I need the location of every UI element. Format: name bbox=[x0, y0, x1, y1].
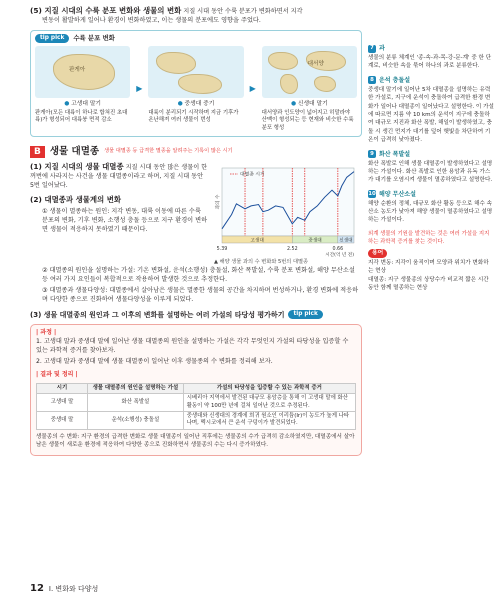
s5-text1: 지질 시대 동안 수륙 분포가 변화하면서 지각 bbox=[183, 8, 303, 15]
circle-icon: ● bbox=[64, 101, 70, 108]
map-label-pangaea: 판게아 bbox=[69, 67, 86, 74]
pick-title: 수륙 분포 변화 bbox=[73, 33, 115, 42]
term-header: 용어 bbox=[368, 249, 387, 258]
section-note: 생물 대멸종 등 급격한 멸종을 알려주는 기록이 많은 시기 bbox=[104, 148, 233, 155]
legend-label: 대멸종 시기 bbox=[240, 172, 265, 178]
col-evidence: 가설의 타당성을 입증할 수 있는 과학적 증거 bbox=[183, 384, 355, 394]
map-cenozoic bbox=[262, 46, 357, 98]
note-number-badge: 7 bbox=[368, 45, 376, 53]
continent-shape bbox=[314, 76, 336, 92]
stage-caption bbox=[262, 100, 357, 108]
continent-shape bbox=[268, 52, 298, 70]
side-note-family bbox=[368, 44, 494, 71]
map-paleozoic bbox=[35, 46, 130, 98]
marine-families-chart bbox=[214, 162, 362, 259]
section-header bbox=[30, 145, 362, 159]
side-red-note: 외계 생물의 기원을 발견하는 것은 여러 가설을 지지하는 과학적 증거를 찾는 것이다. bbox=[368, 230, 490, 245]
circle-icon: ● bbox=[290, 101, 296, 108]
side-note-meteor bbox=[368, 76, 494, 145]
mass-extinction-row bbox=[30, 162, 362, 267]
cell-hypothesis: 화산 폭발설 bbox=[88, 394, 184, 412]
x-tick-label: 0.66 bbox=[332, 247, 344, 253]
pick-header bbox=[35, 34, 357, 43]
cell-period: 고생대 말 bbox=[37, 394, 88, 412]
section-title: 생물 대멸종 bbox=[49, 146, 100, 158]
side-note-title: 과 bbox=[379, 45, 385, 52]
side-note-text: 화산 폭발로 인해 생물 대멸종이 발생하였다고 설명하는 가설이다. 화산 폭발로 인한 용암과 유독 가스가 대기를 오염시켜 생물이 멸종하였다고 설명한다. bbox=[368, 160, 493, 184]
tag-result: | 결과 및 정리 | bbox=[36, 371, 78, 379]
tag-text: 과정 bbox=[40, 328, 52, 336]
side-note-title: 해양 무산소설 bbox=[379, 190, 416, 198]
stage-desc: 대륙이 분리되기 시작하며 지금 기후가 온난해져 여러 생물이 번성 bbox=[148, 109, 239, 124]
laurasia-shape bbox=[156, 52, 196, 74]
stage-cenozoic bbox=[262, 46, 357, 132]
stage-desc: 판게아(모든 대륙이 하나로 합쳐진 초대륙)가 형성되어 대륙붕 면적 감소 bbox=[35, 109, 128, 124]
s5-text2: 변동이 활발하게 일어나 환경이 변화하였고, 이는 생물의 분포에도 영향을 주었다. bbox=[42, 16, 261, 24]
side-note-text: 해양 순환의 정체, 대규모 화산 활동 등으로 해수 속 산소 농도가 낮아져 해양 생물이 멸종하였다고 설명하는 가설이다. bbox=[368, 200, 493, 224]
cell-evidence: 중생대와 신생대의 경계에 희귀 원소인 이리듐(Ir)이 농도가 높게 나타나며, 멕시코에서 큰 운석 구덩이가 발견되었다. bbox=[183, 411, 355, 429]
col-hypothesis: 생물 대멸종의 원인을 설명하는 가설 bbox=[88, 384, 184, 394]
section-number: B bbox=[30, 146, 45, 158]
cell-evidence: 시베리아 지역에서 발견된 대규모 용암층을 통해 이 고생대 말에 화산 활동이 약 100만 년에 걸쳐 일어난 것으로 추정된다. bbox=[183, 394, 355, 412]
s2-title: (2) 대멸종과 생물계의 변화 bbox=[30, 195, 122, 205]
x-tick-label: 5.39 bbox=[216, 247, 228, 253]
task-conclusion: 생물종의 수 변화: 지구 환경의 급격한 변화로 생물 대멸종이 일어난 직후에는 생물종의 수가 급격히 감소하였지만, 대멸종에서 살아남은 생물이 새로운 환경에 적응하여 다양한 종으로 진화하면서 생물종의 수는 다시 증가하였다. bbox=[36, 433, 355, 448]
x-axis-label: 시간(억 년 전) bbox=[325, 253, 354, 259]
continent-shape bbox=[280, 74, 298, 94]
stage-mesozoic bbox=[148, 46, 243, 132]
stage-caption bbox=[35, 100, 130, 108]
plot-area bbox=[222, 168, 354, 236]
note-number-badge: 9 bbox=[368, 150, 376, 158]
s5-paragraph bbox=[30, 6, 362, 26]
y-axis-label: 과의 수 bbox=[216, 194, 221, 210]
s3-header bbox=[30, 310, 362, 320]
s1-text: 지질 시대 동안 많은 생물이 한꺼번에 사라지는 사건을 생물 대멸종이라고 하며, 지질 시대 동안 5번 일어났다. bbox=[30, 164, 208, 190]
chart-caption: ▲ 해양 생물 과의 수 변화와 5번의 대멸종 bbox=[214, 259, 308, 266]
col-period: 시기 bbox=[37, 384, 88, 394]
side-note-anoxia bbox=[368, 190, 494, 225]
cell-hypothesis: 운석(소행성) 충돌설 bbox=[88, 411, 184, 429]
note-number-badge: 10 bbox=[368, 191, 376, 198]
task-step-2: 2. 고생대 말과 중생대 말에 생물 대멸종이 일어난 이후 생물종의 수 변화를 정리해 보자. bbox=[36, 358, 273, 366]
s1-title: (1) 지질 시대의 생물 대멸종 bbox=[30, 162, 124, 172]
side-note-title: 운석 충돌설 bbox=[379, 76, 411, 84]
era-label: 신생대 bbox=[339, 238, 353, 244]
table-row bbox=[37, 411, 356, 429]
caption-text: 신생대 말기 bbox=[297, 101, 328, 108]
stage-caption bbox=[148, 100, 243, 108]
map-label-atlantic: 대서양 bbox=[307, 61, 324, 68]
arrow-right-icon: ▶ bbox=[136, 84, 143, 94]
s2-item-2: ② 대멸종의 원인을 설명하는 가설: 기온 변화설, 운석(소행성) 충돌설, 화산 폭발설, 수륙 분포 변화설, 해양 무산소설 등 여러 가지 요인들이 복합적으로 작용하여 발생한 것으로 추정한다. bbox=[42, 266, 355, 283]
sidebar-notes bbox=[368, 44, 494, 292]
side-note-volcano bbox=[368, 150, 494, 185]
x-tick-label: 2.52 bbox=[286, 247, 298, 253]
tag-text: 결과 및 정리 bbox=[40, 371, 74, 379]
tag-process: | 과정 | bbox=[36, 328, 57, 336]
s3-title: (3) 생물 대멸종의 원인과 그 이후의 변화를 설명하는 여러 가설의 타당성 평가하기 bbox=[30, 310, 285, 319]
task-box bbox=[30, 324, 362, 456]
caption-text: 고생대 말기 bbox=[71, 101, 102, 108]
s3-badge: tip pick bbox=[288, 310, 322, 318]
s2-item-3: ③ 대멸종과 생물다양성: 대멸종에서 살아남은 생물은 멸종한 생물의 공간을 차지하며 번성하거나, 환경 변화에 적응하며 다양한 종으로 진화하여 생물다양성을 이루게 되었다. bbox=[42, 286, 359, 303]
stage-desc: 대서양과 인도양이 넓어지고 히말라야 산맥이 형성되는 등 현재와 비슷한 수륙 분포 형성 bbox=[261, 109, 354, 131]
stage-row bbox=[35, 46, 357, 132]
chapter-title: Ⅰ. 변화와 다양성 bbox=[48, 585, 99, 594]
task-step-1: 1. 고생대 말과 중생대 말에 일어난 생물 대멸종의 원인을 설명하는 가설은 각각 무엇인지 가설의 타당성을 입증할 수 있는 과학적 증거를 찾아보자. bbox=[36, 338, 349, 355]
era-label: 고생대 bbox=[250, 238, 264, 244]
page-number: 12 bbox=[30, 583, 44, 594]
chart-container bbox=[214, 162, 362, 267]
mass-extinction-text bbox=[30, 162, 208, 267]
arrow-right-icon: ▶ bbox=[249, 84, 256, 94]
table-row bbox=[37, 394, 356, 412]
page-footer bbox=[30, 582, 98, 597]
map-mesozoic bbox=[148, 46, 243, 98]
stage-paleozoic bbox=[35, 46, 130, 132]
pick-badge: tip pick bbox=[35, 34, 69, 42]
side-note-title: 화산 폭발설 bbox=[379, 150, 411, 158]
note-number-badge: 8 bbox=[368, 76, 376, 84]
term-item: 대멸종: 지구 생물종의 상당수가 비교적 짧은 시간 동안 함께 멸종하는 현상 bbox=[368, 276, 489, 291]
era-label: 중생대 bbox=[308, 238, 322, 244]
side-note-text: 생물의 분류 체계인 '종-속-과-목-강-문-계' 중 한 단계로, 비슷한 속을 묶어 하나의 과로 분류한다. bbox=[368, 55, 492, 70]
result-table bbox=[36, 383, 356, 429]
s2-item-1: ① 생물이 멸종하는 원인: 지각 변동, 대륙 이동에 따른 수륙 분포의 변화, 기후 변화, 소행성 충돌 등으로 지구 환경이 변하면 생물이 적응하지 못하였기 때문이다. bbox=[42, 208, 208, 233]
circle-icon: ● bbox=[177, 101, 183, 108]
cell-period: 중생대 말 bbox=[37, 411, 88, 429]
s5-title: (5) 지질 시대의 수륙 분포 변화와 생물의 변화 bbox=[30, 6, 182, 15]
side-note-text: 중생대 말기에 일어난 5차 대멸종을 설명하는 유력한 가설로, 지구에 운석이 충돌하여 급격한 환경 변화가 일어나 대멸종이 일어났다고 설명한다. 이 가설에 따르면 지름 약 10 km의 운석이 지구에 충돌하여 대규모 지진과 화산 폭발, 해일이 발생하였고, 충돌 시 생긴 먼지가 대기를 덮어 햇빛을 차단하여 기온이 급격히 낮아졌다. bbox=[368, 86, 494, 144]
caption-text: 중생대 중기 bbox=[184, 101, 215, 108]
pick-box-land-distribution bbox=[30, 30, 362, 137]
table-header-row bbox=[37, 384, 356, 394]
term-item: 지각 변동: 지각이 움직이며 모양과 위치가 변화하는 현상 bbox=[368, 259, 489, 275]
main-column bbox=[30, 6, 362, 456]
gondwana-shape bbox=[178, 74, 222, 94]
